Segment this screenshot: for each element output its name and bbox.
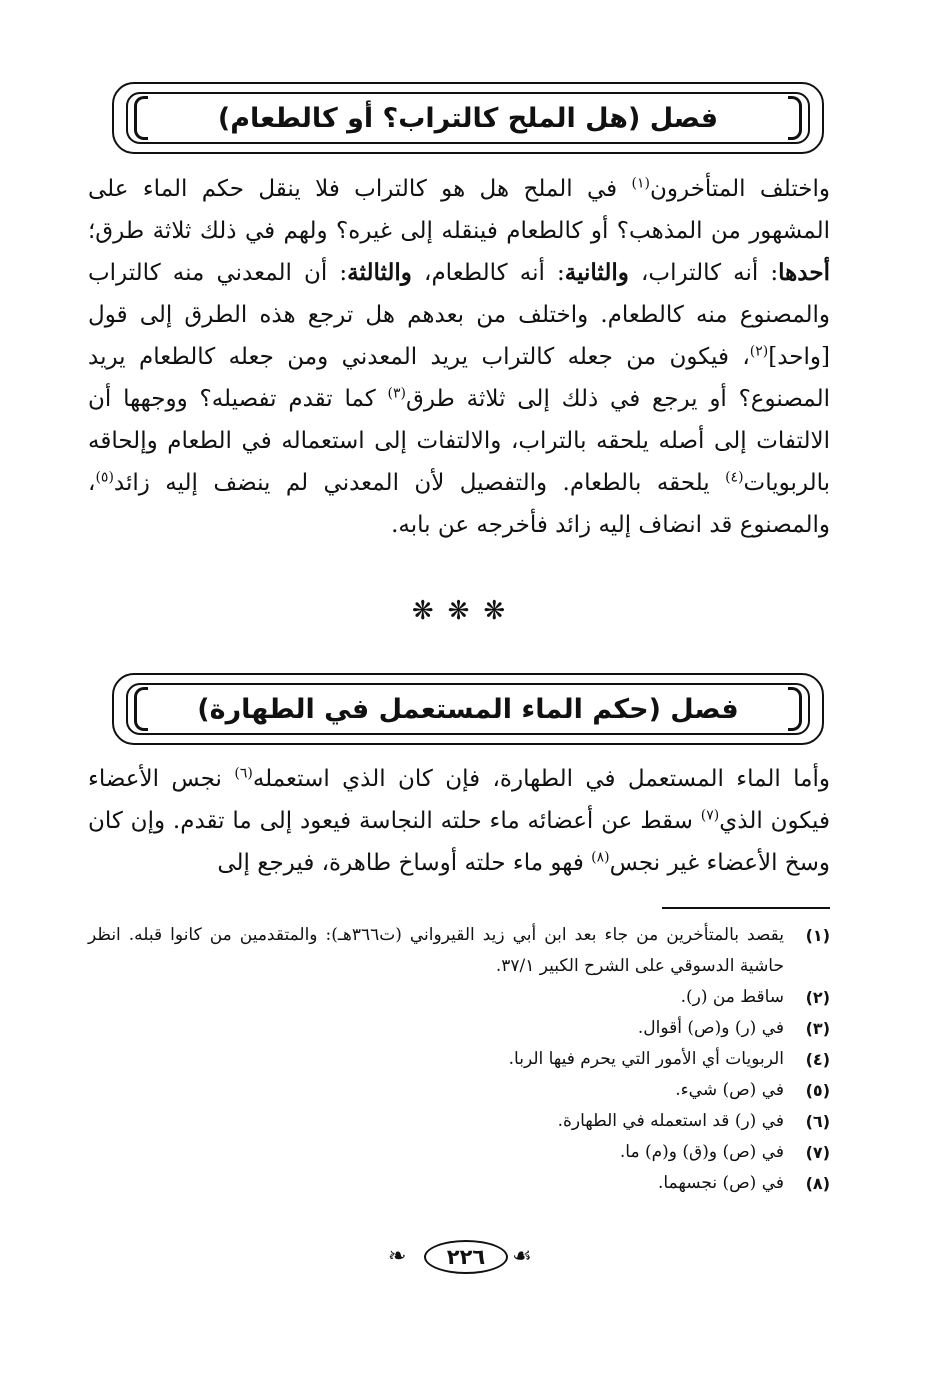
text-run: يلحقه بالطعام. والتفصيل لأن المعدني لم ينضف إليه زائد xyxy=(113,470,726,496)
footnote-ref[interactable]: (٣) xyxy=(387,385,406,402)
text-run: سقط عن أعضائه ماء حلته النجاسة فيعود إلى ما تقدم. وإن كان وسخ الأعضاء غير نجس xyxy=(88,808,830,876)
footnote-number: (٤) xyxy=(805,1050,830,1069)
footnote-ref[interactable]: (١) xyxy=(631,175,650,192)
footnote-ref[interactable]: (٥) xyxy=(95,469,114,486)
footnotes xyxy=(88,920,830,1199)
footnote-text: الربويات أي الأمور التي يحرم فيها الربا. xyxy=(508,1049,784,1069)
section-heading-salt xyxy=(112,82,824,154)
footnote-number: (٣) xyxy=(805,1019,830,1038)
bold-term: أحدها xyxy=(778,259,830,286)
text-run: نجس الأعضاء فيكون الذي xyxy=(88,766,830,834)
paragraph-salt xyxy=(88,168,830,546)
text-run: وأما الماء المستعمل في الطهارة، فإن كان الذي استعمله xyxy=(252,766,830,792)
bold-term: والثالثة xyxy=(347,259,412,286)
footnote-number: (٥) xyxy=(805,1081,830,1100)
text-run: في الملح هل هو كالتراب فلا ينقل حكم الماء على المشهور من المذهب؟ أو كالطعام فينقله إلى غيره؟ ولهم في ذلك ثلاثة طرق؛ xyxy=(88,176,830,244)
footnote-text: في (ر) قد استعمله في الطهارة. xyxy=(557,1111,784,1131)
footnote-item xyxy=(88,1075,830,1106)
footnote-number: (٢) xyxy=(805,988,830,1007)
text-run: : أنه كالطعام، xyxy=(411,260,565,286)
footnote-ref[interactable]: (٦) xyxy=(234,765,253,782)
footnote-ref[interactable]: (٤) xyxy=(725,469,744,486)
ornament-right-icon: ☙ xyxy=(512,1244,532,1269)
section-title: فصل (حكم الماء المستعمل في الطهارة) xyxy=(197,693,739,725)
text-run: ، والمصنوع قد انضاف إليه زائد فأخرجه عن بابه. xyxy=(88,470,830,538)
footnote-text: في (ص) و(ق) و(م) ما. xyxy=(619,1142,784,1162)
footnote-ref[interactable]: (٢) xyxy=(749,343,769,360)
text-run: ، فيكون من جعله كالتراب يريد المعدني ومن جعله كالطعام يريد المصنوع؟ أو يرجع في ذلك إلى ثلاثة طرق xyxy=(88,344,830,412)
section-title: فصل (هل الملح كالتراب؟ أو كالطعام) xyxy=(217,102,719,134)
footnote-number: (٨) xyxy=(805,1174,830,1193)
footnote-number: (٧) xyxy=(805,1143,830,1162)
ornament-left-icon: ❧ xyxy=(388,1244,407,1269)
text-run: كما تقدم تفصيله؟ ووجهها أن الالتفات إلى أصله يلحقه بالتراب، والالتفات إلى استعماله في الطعام وإلحاقه بالربويات xyxy=(88,386,830,496)
bold-term: والثانية xyxy=(564,259,629,286)
footnote-item xyxy=(88,1168,830,1199)
footnote-number: (١) xyxy=(805,926,830,945)
footnote-number: (٦) xyxy=(805,1112,830,1131)
footnote-ref[interactable]: (٨) xyxy=(591,849,610,866)
footnote-item xyxy=(88,1106,830,1137)
footnote-divider xyxy=(662,907,830,909)
page-number: ٢٢٦ xyxy=(424,1240,508,1274)
page-number-ornament xyxy=(0,1238,931,1278)
footnote-item xyxy=(88,1137,830,1168)
text-run: فهو ماء حلته أوساخ طاهرة، فيرجع إلى xyxy=(217,850,592,876)
footnote-text: في (ص) شيء. xyxy=(675,1080,784,1100)
text-run: : أنه كالتراب، xyxy=(628,260,779,286)
section-heading-used-water xyxy=(112,673,824,745)
footnote-text: ساقط من (ر). xyxy=(680,987,784,1007)
footnote-item xyxy=(88,1044,830,1075)
footnote-item xyxy=(88,920,830,982)
paragraph-used-water xyxy=(88,758,830,884)
section-separator-ornament: ❋❋❋ xyxy=(411,596,520,626)
text-run: واختلف المتأخرون xyxy=(650,176,830,202)
footnote-text: في (ر) و(ص) أقوال. xyxy=(637,1018,784,1038)
footnote-item xyxy=(88,982,830,1013)
footnote-text: في (ص) نجسهما. xyxy=(657,1173,784,1193)
footnote-ref[interactable]: (٧) xyxy=(700,807,720,824)
text-run: : أن المعدني منه كالتراب والمصنوع منه كالطعام. واختلف من بعدهم هل ترجع هذه الطرق إلى قول [واحد] xyxy=(88,260,830,370)
footnote-item xyxy=(88,1013,830,1044)
footnote-text: يقصد بالمتأخرين من جاء بعد ابن أبي زيد القيرواني (ت٣٦٦هـ): والمتقدمين من كانوا قبله. انظر حاشية الدسوقي على الشرح الكبير ٣٧/١. xyxy=(88,925,784,976)
